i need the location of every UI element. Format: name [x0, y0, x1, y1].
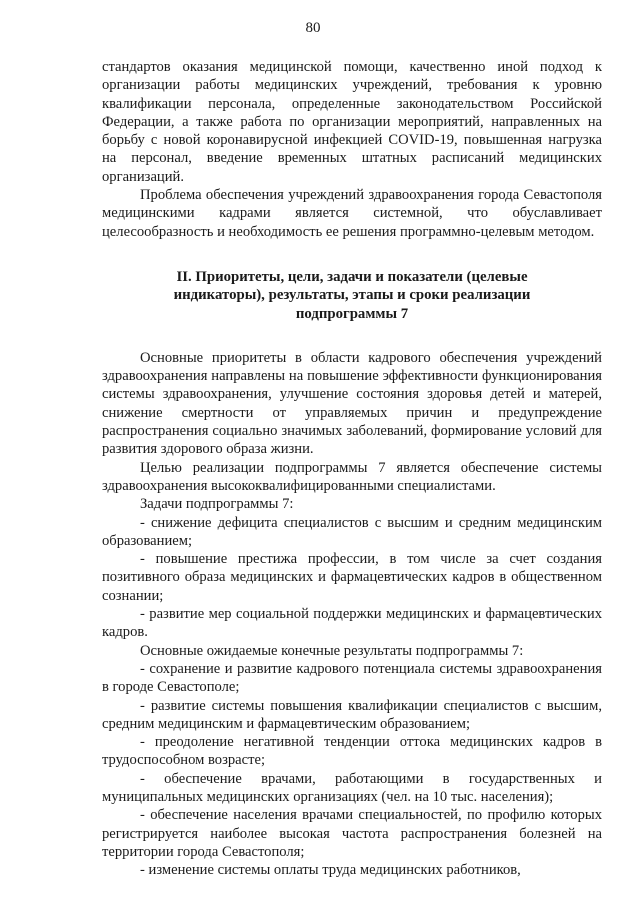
document-body	[102, 58, 602, 879]
list-item-result: - сохранение и развитие кадрового потенциала системы здравоохранения в городе Севастополе;	[102, 660, 602, 696]
list-item-task: - снижение дефицита специалистов с высшим и средним медицинским образованием;	[102, 514, 602, 549]
paragraph-goal: Целью реализации подпрограммы 7 является обеспечение системы здравоохранения высококвалифицированными специалистами.	[102, 459, 602, 494]
list-item-result: - изменение системы оплаты труда медицинских работников,	[140, 862, 521, 879]
list-item-result: - обеспечение населения врачами специальностей, по профилю которых регистрируется наиболее высокая частота распространения болезней на территории города Севастополя;	[102, 807, 602, 860]
section-heading: II. Приоритеты, цели, задачи и показатели (целевые индикаторы), результаты, этапы и сроки реализации подпрограммы 7	[173, 268, 531, 322]
paragraph-continuation: стандартов оказания медицинской помощи, качественно иной подход к организации работы медицинских учреждений, требования к уровню квалификации персонала, определенные законодательством Российской Федерации, а также работа по организации мероприятий, направленных на борьбу с новой коронавирусной инфекцией COVID-19, повышенная нагрузка на персонал, введение временных штатных расписаний медицинских организаций.	[102, 59, 602, 185]
intro-paragraphs	[102, 58, 602, 241]
section-paragraphs	[102, 349, 602, 880]
list-item-result: - преодоление негативной тенденции оттока медицинских кадров в трудоспособном возрасте;	[102, 734, 602, 769]
paragraph-tasks-header: Задачи подпрограммы 7:	[140, 496, 294, 513]
list-item-result: - развитие системы повышения квалификации специалистов с высшим, средним медицинским и фармацевтическим образованием;	[102, 697, 602, 732]
list-item-task: - развитие мер социальной поддержки медицинских и фармацевтических кадров.	[102, 606, 602, 641]
paragraph-problem: Проблема обеспечения учреждений здравоохранения города Севастополя медицинскими кадрами является системной, что обуславливает целесообразность и необходимость ее решения программно-целевым методом.	[102, 187, 602, 240]
page-number: 80	[305, 20, 321, 36]
paragraph-priorities: Основные приоритеты в области кадрового обеспечения учреждений здравоохранения направлены на повышение эффективности функционирования системы здравоохранения, улучшение состояния здоровья детей и матерей, снижение смертности от управляемых причин и предупреждение распространения социально значимых заболеваний, формирование условий для развития здорового образа жизни.	[102, 349, 602, 458]
list-item-result: - обеспечение врачами, работающими в государственных и муниципальных медицинских организациях (чел. на 10 тыс. населения);	[102, 770, 602, 805]
paragraph-results-header: Основные ожидаемые конечные результаты подпрограммы 7:	[140, 642, 524, 659]
list-item-task: - повышение престижа профессии, в том числе за счет создания позитивного образа медицинских и фармацевтических кадров в общественном сознании;	[102, 551, 602, 604]
